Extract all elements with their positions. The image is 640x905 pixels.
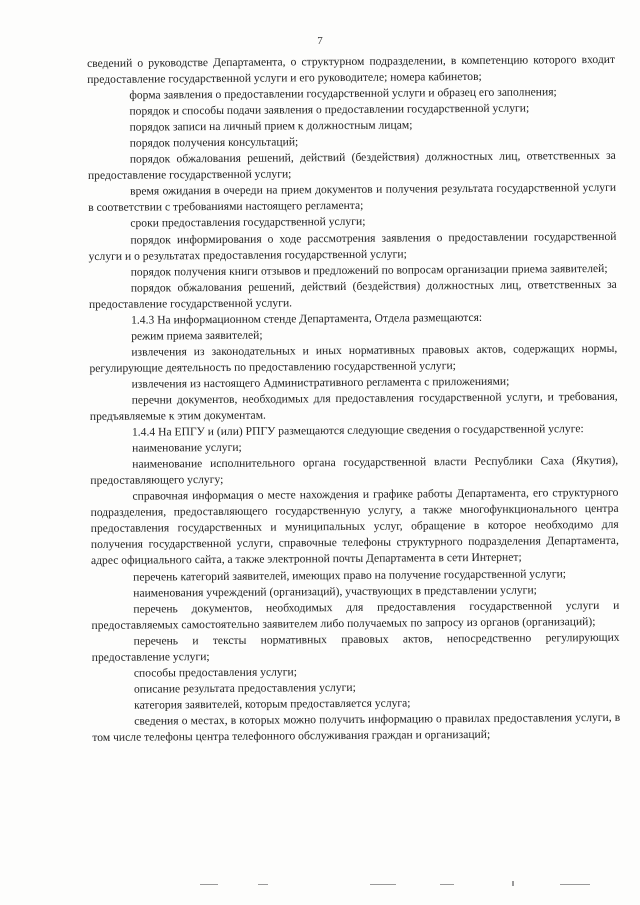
scan-artifact-marks <box>140 884 610 896</box>
paragraph: перечень категорий заявителей, имеющих право на получение государственной услуги; <box>133 566 567 584</box>
paragraph: порядок получения консультаций; <box>129 135 299 150</box>
paragraph: извлечения из законодательных и иных нормативных правовых актов, содержащих нормы, регулирующие деятельность по предоставлению государственной услуги; <box>89 341 618 375</box>
paragraph: форма заявления о предоставлении государственной услуги и образец его заполнения; <box>129 85 557 102</box>
paragraph: извлечения из настоящего Административного регламента с приложениями; <box>131 374 510 391</box>
paragraph: перечень документов, необходимых для предоставления государственной услуги и предоставляемых самостоятельно заявителем либо получаемых по запросу из органов (организаций); <box>91 598 620 632</box>
paragraph: порядок записи на личный прием к должностным лицам; <box>129 118 413 134</box>
paragraph: справочная информация о месте нахождения и графике работы Департамента, его структурного подразделения, предоставляющего государственную услугу, а также многофункционального центра предоставления государственных и муниципальных услуг, обращение в которое необходимо для получения государственной услуги, справочные телефоны структурного подразделения Департамента, адрес официального сайта, а также электронной почты Департамента в сети Интернет; <box>90 486 619 568</box>
paragraph: сведения о местах, в которых можно получить информацию о правилах предоставления услуги, в том числе телефоны центра телефонного обслуживания граждан и организаций; <box>92 710 621 744</box>
paragraph: 1.4.4 На ЕПГУ и (или) РПГУ размещаются следующие сведения о государственной услуге: <box>131 422 584 439</box>
paragraph: перечни документов, необходимых для предоставления государственной услуги, и требования, предъявляемые к этим документам. <box>89 389 618 424</box>
paragraph: наименование услуги; <box>132 440 242 455</box>
page-number: 7 <box>317 35 323 47</box>
paragraph: наименование исполнительного органа государственной власти Республики Саха (Якутия), предоставляющего услугу; <box>90 454 619 488</box>
paragraph: режим приема заявителей; <box>131 328 263 343</box>
paragraph: описание результата предоставления услуги; <box>133 680 356 696</box>
paragraph: сроки предоставления государственной услуги; <box>130 215 366 231</box>
paragraph: сведений о руководстве Департамента, о структурном подразделении, в компетенцию которого входит предоставление государственной услуги и его руководителе; номера кабинетов; <box>87 52 616 87</box>
paragraph: порядок получения книги отзывов и предложений по вопросам организации приема заявителей; <box>130 261 608 279</box>
paragraph: перечень и тексты нормативных правовых актов, непосредственно регулирующих предоставление услуги; <box>91 630 620 664</box>
paragraph: порядок обжалования решений, действий (бездействия) должностных лиц, ответственных за предоставление государственной услуги. <box>88 277 617 311</box>
document-body <box>87 52 620 746</box>
paragraph: 1.4.3 На информационном стенде Департамента, Отдела размещаются: <box>131 310 483 327</box>
paragraph: способы предоставления услуги; <box>133 665 297 680</box>
paragraph: время ожидания в очереди на прием документов и получения результата государственной услуги в соответствии с требованиями настоящего регламента; <box>88 181 617 215</box>
paragraph: наименования учреждений (организаций), участвующих в представлении услуги; <box>133 583 537 600</box>
paragraph: категория заявителей, которым предоставляется услуга; <box>134 696 411 712</box>
paragraph: порядок и способы подачи заявления о предоставлении государственной услуги; <box>129 101 530 118</box>
paragraph: порядок обжалования решений, действий (бездействия) должностных лиц, ответственных за предоставление государственной услуги; <box>87 149 616 183</box>
paragraph: порядок информирования о ходе рассмотрения заявления о предоставлении государственной услуги и о результатах предоставления государственной услуги; <box>88 229 617 263</box>
